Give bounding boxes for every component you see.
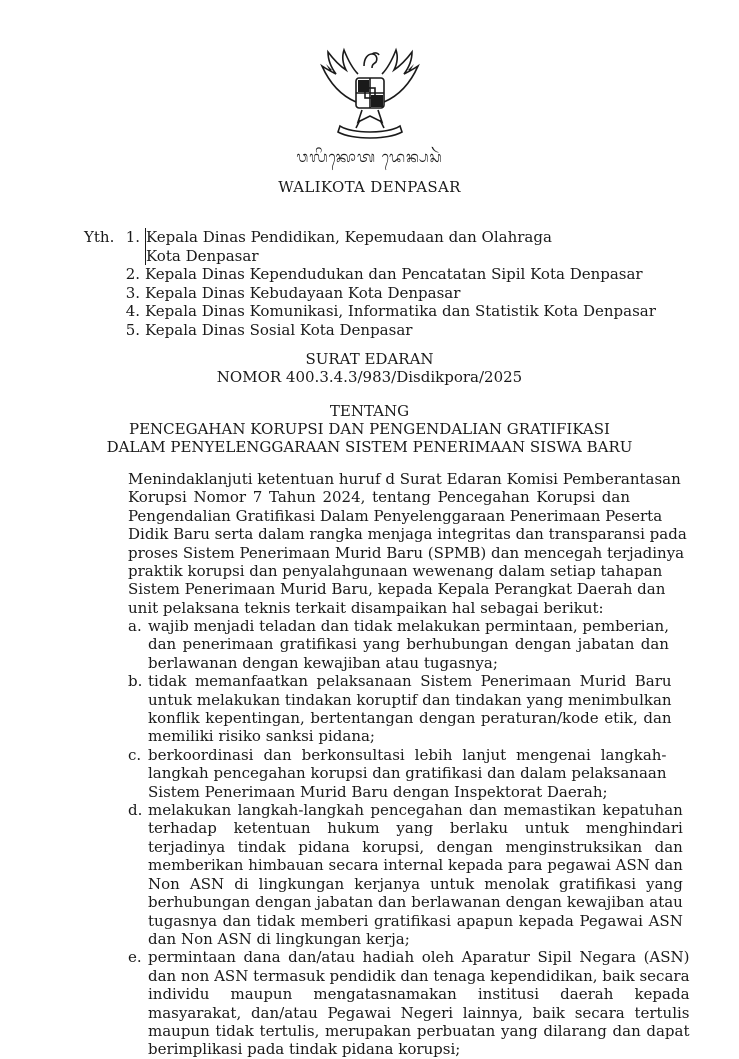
item-line: terhadap ketentuan hukum yang berlaku untuk menghindari — [148, 819, 683, 838]
item-line: Non ASN di lingkungan kerjanya untuk menolak gratifikasi yang — [148, 874, 683, 893]
list-item — [128, 948, 690, 1059]
item-label: b. — [128, 672, 143, 691]
recipient-number: 1. — [118, 228, 146, 265]
item-line: berlawanan dengan kewajiban atau tugasnya; — [148, 653, 498, 672]
recipient-item — [118, 284, 656, 303]
paragraph-line: proses Sistem Penerimaan Murid Baru (SPMB) dan mencegah terjadinya — [128, 543, 685, 562]
item-line: dan Non ASN di lingkungan kerja; — [148, 929, 410, 948]
item-line: langkah pencegahan korupsi dan gratifikasi dan dalam pelaksanaan — [148, 764, 667, 783]
item-line: melakukan langkah-langkah pencegahan dan memastikan kepatuhan — [148, 801, 683, 820]
paragraph-line: Pengendalian Gratifikasi Dalam Penyelenggaraan Penerimaan Peserta — [128, 506, 663, 525]
item-line: berimplikasi pada tindak pidana korupsi; — [148, 1040, 461, 1059]
recipient-line: Kepala Dinas Kependudukan dan Pencatatan Sipil Kota Denpasar — [145, 265, 643, 283]
item-line: Sistem Penerimaan Murid Baru dengan Inspektorat Daerah; — [148, 782, 608, 801]
document-subject — [0, 402, 739, 456]
recipient-text — [146, 228, 552, 265]
balinese-script-title — [0, 146, 739, 173]
paragraph-line: Korupsi Nomor 7 Tahun 2024, tentang Pencegahan Korupsi dan — [128, 488, 630, 507]
item-line: terjadinya tindak pidana korupsi, dengan menginstruksikan dan — [148, 837, 683, 856]
recipient-line: Kepala Dinas Kebudayaan Kota Denpasar — [145, 283, 461, 302]
recipient-number: 5. — [125, 320, 140, 339]
recipient-item — [118, 265, 656, 284]
subject-line: PENCEGAHAN KORUPSI DAN PENGENDALIAN GRATIFIKASI — [129, 420, 610, 438]
item-line: individu maupun mengatasnamakan institusi daerah kepada — [148, 985, 690, 1004]
paragraph-line: unit pelaksana teknis terkait disampaikan hal sebagai berikut: — [128, 598, 604, 617]
recipient-line: Kepala Dinas Pendidikan, Kepemudaan dan Olahraga — [146, 228, 552, 246]
item-line: dan penerimaan gratifikasi yang berhubungan dengan jabatan dan — [148, 635, 669, 654]
instruction-list — [128, 617, 690, 1059]
item-line: untuk melakukan tindakan koruptif dan tindakan yang menimbulkan — [148, 690, 672, 709]
balinese-script-text: ᬯᬮᬶᬓᭀᬢ ᬤᬾᬦ᭄ᬧᬲᬃ — [296, 148, 443, 166]
item-line: maupun tidak tertulis, merupakan perbuatan yang dilarang dan dapat — [148, 1021, 690, 1040]
item-label: e. — [128, 948, 142, 967]
paragraph-line: Menindaklanjuti ketentuan huruf d Surat Edaran Komisi Pemberantasan — [128, 470, 681, 488]
recipient-item — [118, 302, 656, 321]
subject-line: DALAM PENYELENGGARAAN SISTEM PENERIMAAN SISWA BARU — [106, 438, 633, 456]
document-type: SURAT EDARAN — [305, 350, 434, 368]
item-line: berkoordinasi dan berkonsultasi lebih lanjut mengenai langkah- — [148, 745, 667, 764]
paragraph-line: Didik Baru serta dalam rangka menjaga integritas dan transparansi pada — [128, 525, 687, 544]
garuda-emblem-icon — [312, 44, 428, 144]
subject-about: TENTANG — [329, 402, 410, 420]
item-label: d. — [128, 801, 143, 820]
list-item — [128, 745, 667, 801]
recipient-item — [118, 228, 656, 265]
item-line: tugasnya dan tidak memberi gratifikasi apapun kepada Pegawai ASN — [148, 911, 683, 930]
paragraph-line: praktik korupsi dan penyalahgunaan wewenang dalam setiap tahapan — [128, 562, 663, 581]
recipient-number: 3. — [125, 283, 140, 302]
document-number: NOMOR 400.3.4.3/983/Disdikpora/2025 — [216, 368, 523, 386]
paragraph-line: Sistem Penerimaan Murid Baru, kepada Kepala Perangkat Daerah dan — [128, 580, 666, 599]
item-line: masyarakat, dan/atau Pegawai Negeri lainnya, baik secara tertulis — [148, 1003, 690, 1022]
item-line: memiliki risiko sanksi pidana; — [148, 727, 375, 746]
letterhead-title: WALIKOTA DENPASAR — [278, 178, 461, 196]
item-line: permintaan dana dan/atau hadiah oleh Aparatur Sipil Negara (ASN) — [148, 948, 690, 967]
recipient-line: Kepala Dinas Sosial Kota Denpasar — [145, 320, 413, 339]
item-label: a. — [128, 617, 142, 635]
recipient-number: 4. — [125, 302, 140, 320]
item-line: tidak memanfaatkan pelaksanaan Sistem Penerimaan Murid Baru — [148, 672, 672, 691]
item-line: wajib menjadi teladan dan tidak melakukan permintaan, pemberian, — [148, 617, 669, 635]
intro-paragraph — [128, 470, 687, 617]
item-label: c. — [128, 745, 142, 764]
item-line: dan non ASN termasuk pendidik dan tenaga kependidikan, baik secara — [148, 966, 690, 985]
document-heading — [0, 350, 739, 386]
list-item — [128, 672, 672, 746]
addressee-salutation: Yth. — [84, 228, 115, 246]
recipient-number: 2. — [125, 265, 140, 283]
recipient-line: Kota Denpasar — [146, 246, 259, 265]
recipient-list — [118, 228, 656, 339]
recipient-item — [118, 321, 656, 340]
item-line: konflik kepentingan, bertentangan dengan peraturan/kode etik, dan — [148, 709, 672, 728]
item-line: berhubungan dengan jabatan dan berlawanan dengan kewajiban atau — [148, 893, 683, 912]
item-line: memberikan himbauan secara internal kepada para pegawai ASN dan — [148, 856, 683, 875]
list-item — [128, 617, 669, 672]
recipient-line: Kepala Dinas Komunikasi, Informatika dan Statistik Kota Denpasar — [145, 302, 656, 320]
list-item — [128, 801, 683, 948]
